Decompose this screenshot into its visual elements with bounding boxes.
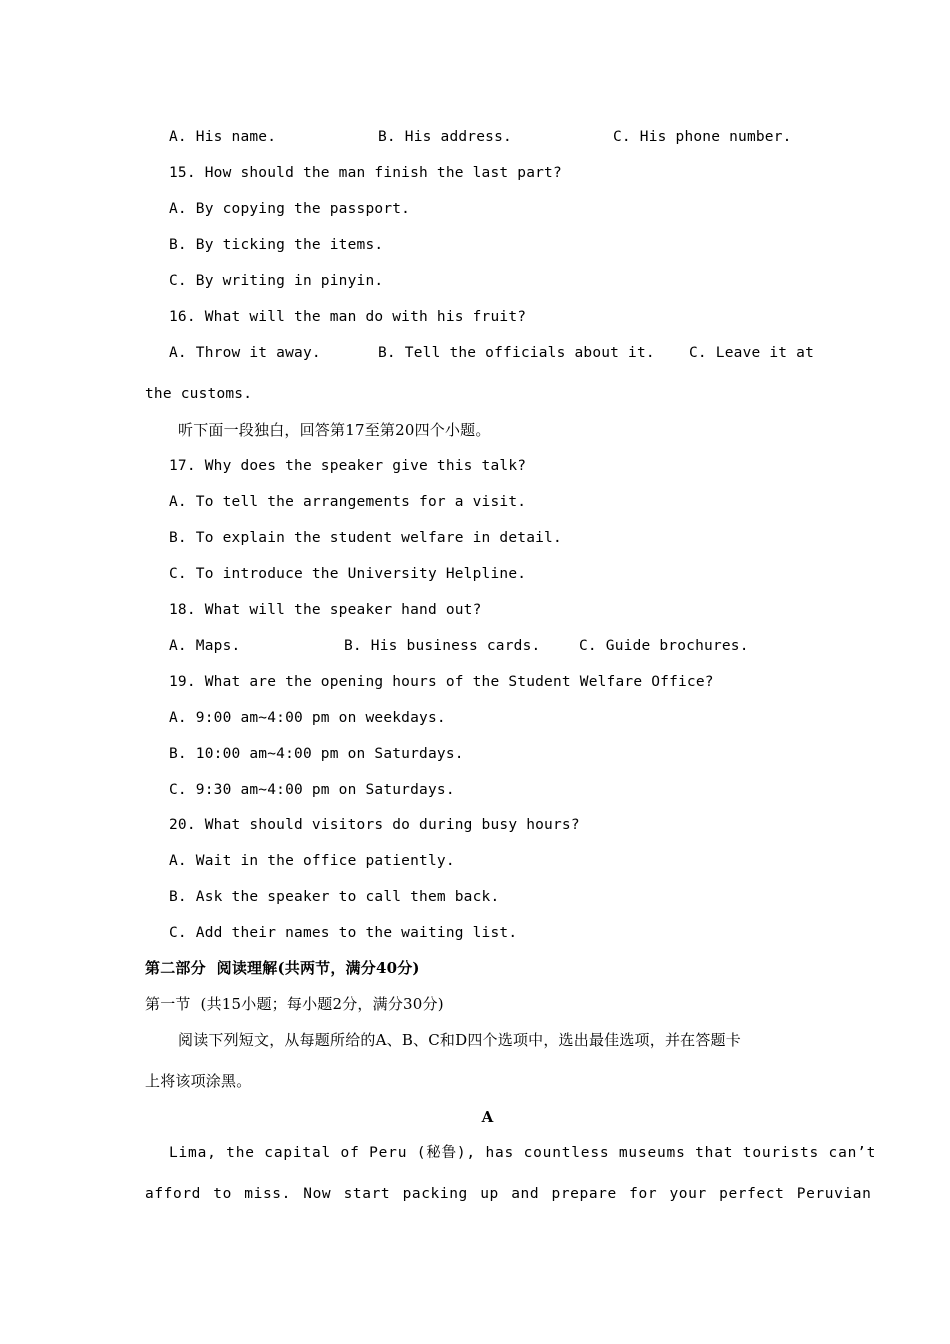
q18-option-a: A. Maps. <box>169 638 241 654</box>
passage-label: A <box>481 1108 494 1126</box>
q19-question: 19. What are the opening hours of the Student Welfare Office? <box>169 674 714 690</box>
q20-option-b: B. Ask the speaker to call them back. <box>169 889 500 905</box>
q16-option-a: A. Throw it away. <box>169 345 321 361</box>
q19-option-a: A. 9:00 am~4:00 pm on weekdays. <box>169 710 446 726</box>
q20-option-a: A. Wait in the office patiently. <box>169 853 455 869</box>
q16-question: 16. What will the man do with his fruit? <box>169 309 527 325</box>
q19-option-b: B. 10:00 am~4:00 pm on Saturdays. <box>169 746 464 762</box>
q14-option-c: C. His phone number. <box>613 129 792 145</box>
q17-option-a: A. To tell the arrangements for a visit. <box>169 494 527 510</box>
q15-option-c: C. By writing in pinyin. <box>169 273 384 289</box>
q17-option-c: C. To introduce the University Helpline. <box>169 566 527 582</box>
part2-instruction-line2: 上将该项涂黑。 <box>145 1072 252 1090</box>
passage-line1: Lima, the capital of Peru (秘鲁), has countless museums that tourists can’t <box>169 1145 877 1161</box>
q18-option-c: C. Guide brochures. <box>579 638 749 654</box>
part2-instruction-line1: 阅读下列短文，从每题所给的A、B、C和D四个选项中，选出最佳选项，并在答题卡 <box>178 1031 741 1049</box>
q16-option-c: C. Leave it at <box>689 345 815 361</box>
q14-option-b: B. His address. <box>378 129 512 145</box>
q15-question: 15. How should the man finish the last part? <box>169 165 562 181</box>
q16-option-b: B. Tell the officials about it. <box>378 345 655 361</box>
q16-option-c-continued: the customs. <box>145 386 253 402</box>
part2-section1: 第一节 (共15小题；每小题2分，满分30分) <box>145 995 444 1013</box>
passage-line2: afford to miss. Now start packing up and prepare for your perfect Peruvian <box>145 1186 872 1202</box>
q17-option-b: B. To explain the student welfare in detail. <box>169 530 562 546</box>
q20-option-c: C. Add their names to the waiting list. <box>169 925 518 941</box>
q15-option-b: B. By ticking the items. <box>169 237 384 253</box>
q17-question: 17. Why does the speaker give this talk? <box>169 458 527 474</box>
q19-option-c: C. 9:30 am~4:00 pm on Saturdays. <box>169 782 455 798</box>
monologue-instruction: 听下面一段独白，回答第17至第20四个小题。 <box>178 421 491 439</box>
q18-option-b: B. His business cards. <box>344 638 541 654</box>
q15-option-a: A. By copying the passport. <box>169 201 411 217</box>
q14-option-a: A. His name. <box>169 129 277 145</box>
part2-heading: 第二部分 阅读理解(共两节，满分40分) <box>145 959 420 977</box>
q18-question: 18. What will the speaker hand out? <box>169 602 482 618</box>
q20-question: 20. What should visitors do during busy hours? <box>169 817 580 833</box>
